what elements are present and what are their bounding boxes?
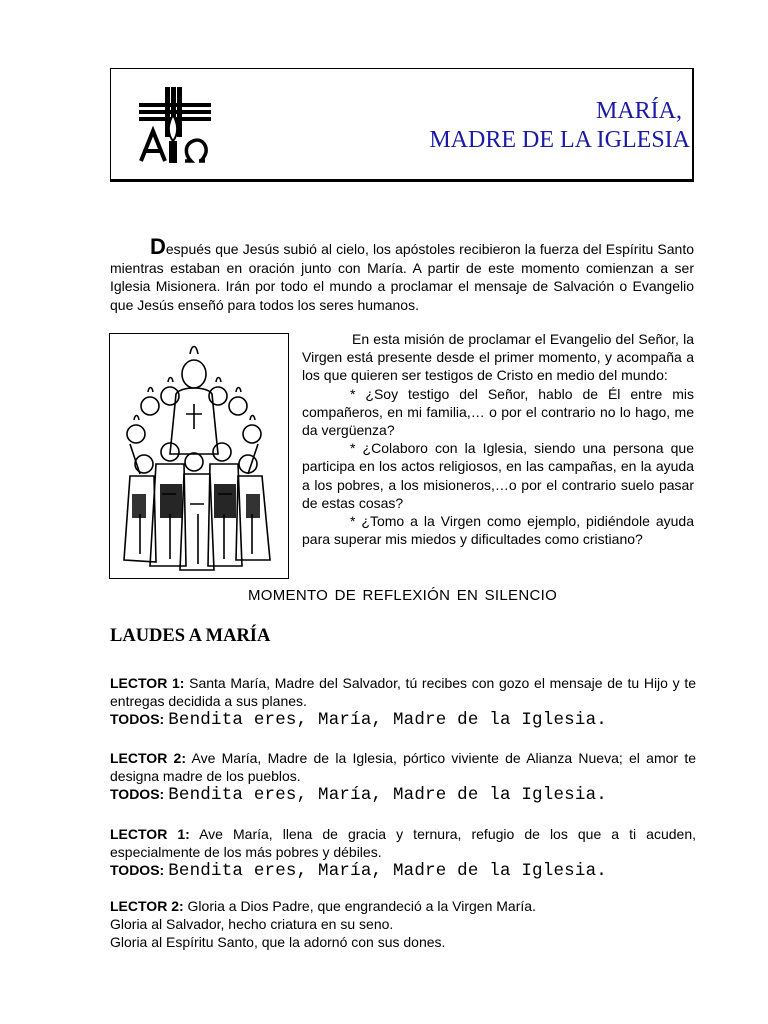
reader-label: LECTOR 2: [110,750,187,766]
pentecost-drawing [110,334,288,578]
reader-label: LECTOR 1: [110,675,185,691]
reader-text: Ave María, Madre de la Iglesia, pórtico viviente de Alianza Nueva; el amor te designa madre de los pueblos. [110,750,696,784]
mission-section [302,330,694,548]
intro-paragraph [110,234,694,314]
reader-text: Ave María, llena de gracia y ternura, refugio de los que a ti acuden, especialmente de los más pobres y débiles. [110,826,696,860]
litany-item [110,674,696,730]
laudes-heading: LAUDES A MARÍA [110,626,271,646]
reader-label: LECTOR 2: [110,898,184,914]
mission-paragraph: En esta misión de proclamar el Evangelio del Señor, la Virgen está presente desde el primer momento, y acompaña a los que quieren ser testigos de Cristo en medio del mundo: [302,331,694,384]
todos-label: TODOS: [110,711,165,727]
todos-response: Bendita eres, María, Madre de la Iglesia. [168,861,607,881]
question-2: * ¿Colaboro con la Iglesia, siendo una persona que participa en los actos religiosos, en las campañas, en la ayuda a los pobres, a los misioneros,…o por el contrario suelo pasar de estas cosas? [302,440,694,511]
reader-text: Santa María, Madre del Salvador, tú recibes con gozo el mensaje de tu Hijo y te entregas decidida a sus planes. [110,675,696,709]
todos-response: Bendita eres, María, Madre de la Iglesia. [168,785,607,805]
question-3: * ¿Tomo a la Virgen como ejemplo, pidiéndole ayuda para superar mis miedos y dificultades como cristiano? [302,513,694,548]
question-1: * ¿Soy testigo del Señor, hablo de Él entre mis compañeros, en mi familia,… o por el contrario no lo hago, me da vergüenza? [302,385,694,439]
alpha-omega-cross-icon [131,85,219,167]
todos-label: TODOS: [110,786,165,802]
todos-label: TODOS: [110,862,165,878]
title-line-1: MARÍA, [595,98,682,124]
doxology-line-1: Gloria a Dios Padre, que engrandeció a la Virgen María. [183,898,536,914]
doxology-line-2: Gloria al Salvador, hecho criatura en su seno. [110,916,394,932]
pentecost-illustration [109,333,289,579]
title-line-2: MADRE DE LA IGLESIA [429,127,690,153]
todos-response: Bendita eres, María, Madre de la Iglesia. [168,710,607,730]
intro-text: espués que Jesús subió al cielo, los apóstoles recibieron la fuerza del Espíritu Santo mientras estaban en oración junto con María. A partir de este momento comienzan a ser Iglesia Misionera. Irán por todo el mundo a proclamar el mensaje de Salvación o Evangelio que Jesús enseñó para todos los seres humanos. [110,241,694,313]
page-title [429,97,690,155]
litany-item [110,749,696,805]
reader-label: LECTOR 1: [110,826,190,842]
doxology-line-3: Gloria al Espíritu Santo, que la adornó con sus dones. [110,934,446,950]
silence-heading: MOMENTO DE REFLEXIÓN EN SILENCIO [248,587,558,604]
litany-item [110,825,696,881]
final-doxology [110,897,696,951]
title-box [110,68,694,182]
drop-cap: D [150,234,166,259]
